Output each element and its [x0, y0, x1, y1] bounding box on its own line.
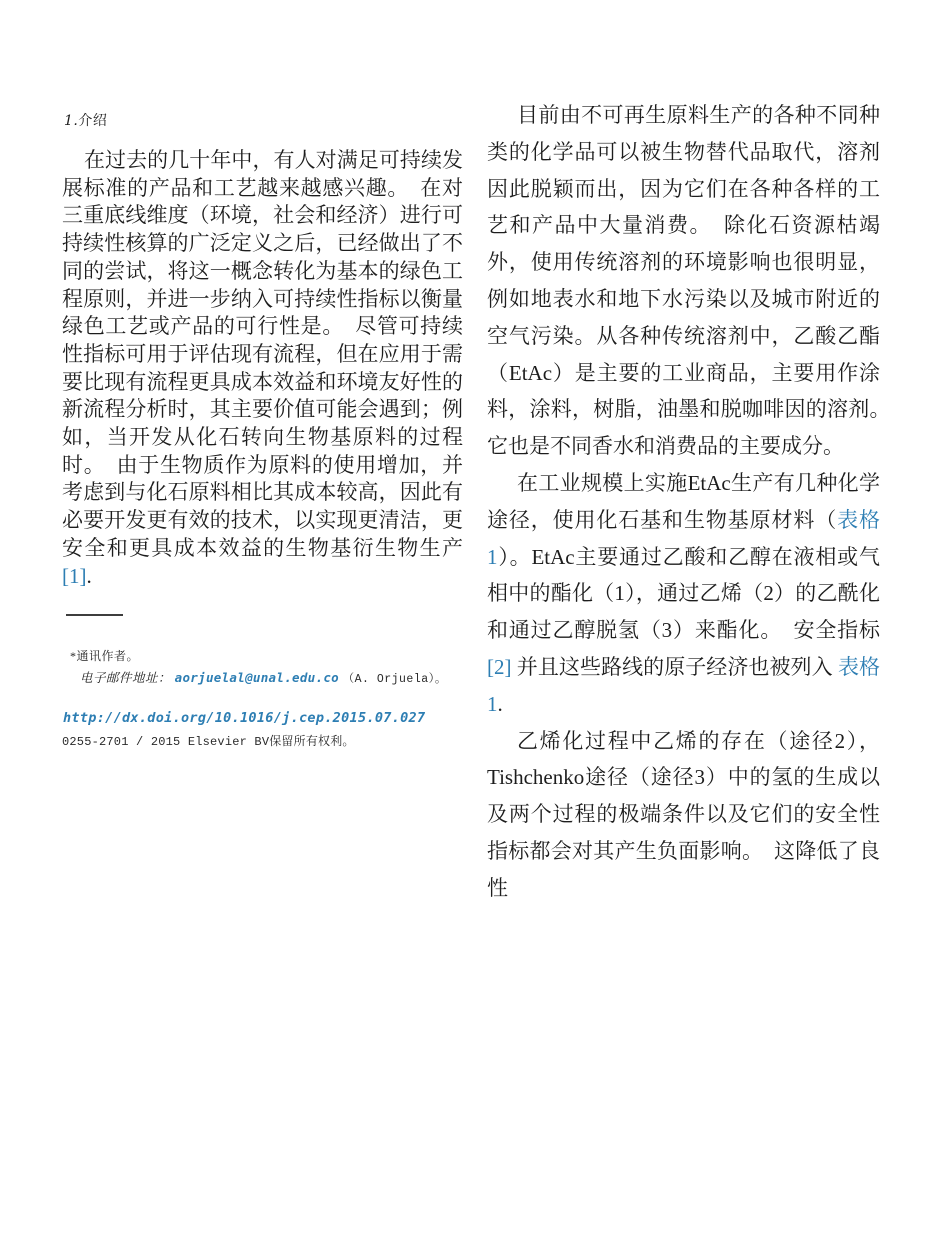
text-segment: ）。EtAc主要通过乙酸和乙醇在液相或气相中的酯化（1），通过乙烯（2）的乙酰化和通过乙醇脱氢（3）来酯化。 安全指标 — [487, 544, 880, 643]
doi-line — [63, 710, 425, 726]
section-heading-introduction — [64, 110, 107, 130]
text-segment: 在过去的几十年中，有人对满足可持续发展标准的产品和工艺越来越感兴趣。 在对三重底线维度（环境，社会和经济）进行可持续性核算的广泛定义之后，已经做出了不同的尝试，将这一概念转化为基本的绿色工程原则，并进一步纳入可持续性指标以衡量绿色工艺或产品的可行性是。 尽管可持续性指标可用于评估现有流程，但在应用于需要比现有流程更具成本效益和环境友好性的新流程分析时，其主要价值可能会遇到；例如，当开发从化石转向生物基原料的过程时。 由于生物质作为原料的使用增加，并考虑到与化石原料相比其成本较高，因此有必要开发更有效的技术，以实现更清洁，更安全和更具成本效益的生物基衍生物生产 — [62, 148, 463, 560]
text-segment: 目前由不可再生原料生产的各种不同种类的化学品可以被生物替代品取代，溶剂因此脱颖而出，因为它们在各种各样的工艺和产品中大量消费。 除化石资源枯竭外，使用传统溶剂的环境影响也很明显，例如地表水和地下水污染以及城市附近的空气污染。从各种传统溶剂中，乙酸乙酯（EtAc）是主要的工业商品，主要用作涂料，涂料，树脂，油墨和脱咖啡因的溶剂。 它也是不同香水和消费品的主要成分。 — [487, 103, 901, 459]
paragraph-route-drawbacks — [487, 723, 880, 907]
doi-link[interactable]: http://dx.doi.org/10.1016/j.cep.2015.07.027 — [63, 710, 426, 726]
email-label: 电子邮件地址： — [80, 671, 172, 685]
paragraph-etac-routes — [487, 465, 880, 723]
paragraph-solvents — [487, 97, 901, 465]
email-author-suffix: （A. Orjuela）。 — [342, 673, 447, 686]
text-segment: 在工业规模上实施EtAc生产有几种化学途径，使用化石基和生物基原材料（ — [487, 470, 880, 532]
reference-2-link[interactable]: [2] — [487, 654, 512, 679]
email-line — [80, 668, 447, 686]
right-column — [487, 97, 901, 907]
corresponding-author-note: *通讯作者。 — [70, 649, 140, 663]
table-1-link-2[interactable]: 表格1 — [487, 654, 881, 716]
intro-paragraph — [62, 147, 463, 590]
reference-1-link[interactable]: [1] — [62, 563, 87, 588]
text-segment: . — [497, 691, 503, 716]
text-segment: 并且这些路线的原子经济也被列入 — [511, 654, 838, 679]
text-segment: . — [86, 563, 92, 588]
footnote-divider — [66, 614, 123, 616]
section-title: 介绍 — [78, 114, 108, 129]
email-link[interactable]: aorjuelal@unal.edu.co — [174, 670, 339, 685]
section-number: 1. — [64, 113, 79, 129]
table-1-link[interactable]: 表格1 — [487, 507, 881, 569]
copyright-line: 0255-2701 / 2015 Elsevier BV保留所有权利。 — [62, 735, 355, 749]
text-segment: 乙烯化过程中乙烯的存在（途径2），Tishchenko途径（途径3）中的氢的生成以及两个过程的极端条件以及它们的安全性指标都会对其产生负面影响。 这降低了良性 — [487, 728, 880, 900]
